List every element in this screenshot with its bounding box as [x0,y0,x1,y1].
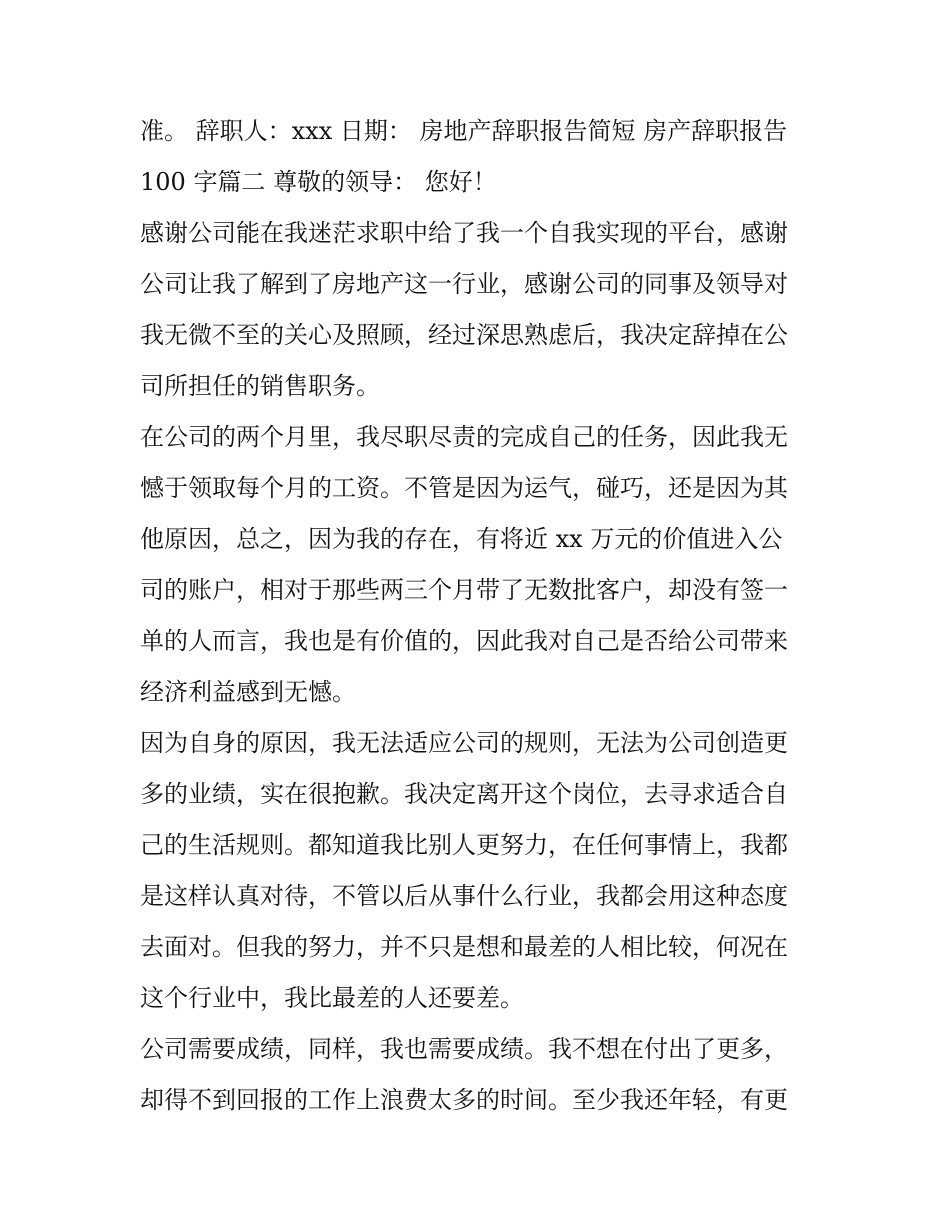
text-line: 司所担任的销售职务。 [140,372,380,400]
text-line: 因为自身的原因，我无法适应公司的规则，无法为公司创造更 [140,729,788,757]
text-line: 多的业绩，实在很抱歉。我决定离开这个岗位，去寻求适合自 [140,780,788,808]
text-line: 去面对。但我的努力，并不只是想和最差的人相比较，何况在 [140,933,788,961]
text-line: 是这样认真对待，不管以后从事什么行业，我都会用这种态度 [140,882,788,910]
text-line: 准。 辞职人：xxx 日期： 房地产辞职报告简短 房产辞职报告 [140,117,788,145]
text-line: 他原因，总之，因为我的存在，有将近 xx 万元的价值进入公 [140,525,783,553]
text-line: 我无微不至的关心及照顾，经过深思熟虑后，我决定辞掉在公 [140,321,788,349]
text-line: 己的生活规则。都知道我比别人更努力，在任何事情上，我都 [140,831,788,859]
text-line: 憾于领取每个月的工资。不管是因为运气，碰巧，还是因为其 [140,474,788,502]
text-line: 单的人而言，我也是有价值的，因此我对自己是否给公司带来 [140,627,788,655]
text-line: 在公司的两个月里，我尽职尽责的完成自己的任务，因此我无 [140,423,788,451]
text-line: 司的账户，相对于那些两三个月带了无数批客户，却没有签一 [140,576,788,604]
text-line: 这个行业中，我比最差的人还要差。 [140,984,524,1012]
document-page [140,106,810,1126]
text-line: 感谢公司能在我迷茫求职中给了我一个自我实现的平台，感谢 [140,219,788,247]
text-line: 却得不到回报的工作上浪费太多的时间。至少我还年轻，有更 [140,1086,788,1114]
text-line: 100 字篇二 尊敬的领导： 您好！ [140,168,497,196]
text-line: 公司需要成绩，同样，我也需要成绩。我不想在付出了更多， [140,1035,788,1063]
text-line: 公司让我了解到了房地产这一行业，感谢公司的同事及领导对 [140,270,788,298]
text-line: 经济利益感到无憾。 [140,678,356,706]
